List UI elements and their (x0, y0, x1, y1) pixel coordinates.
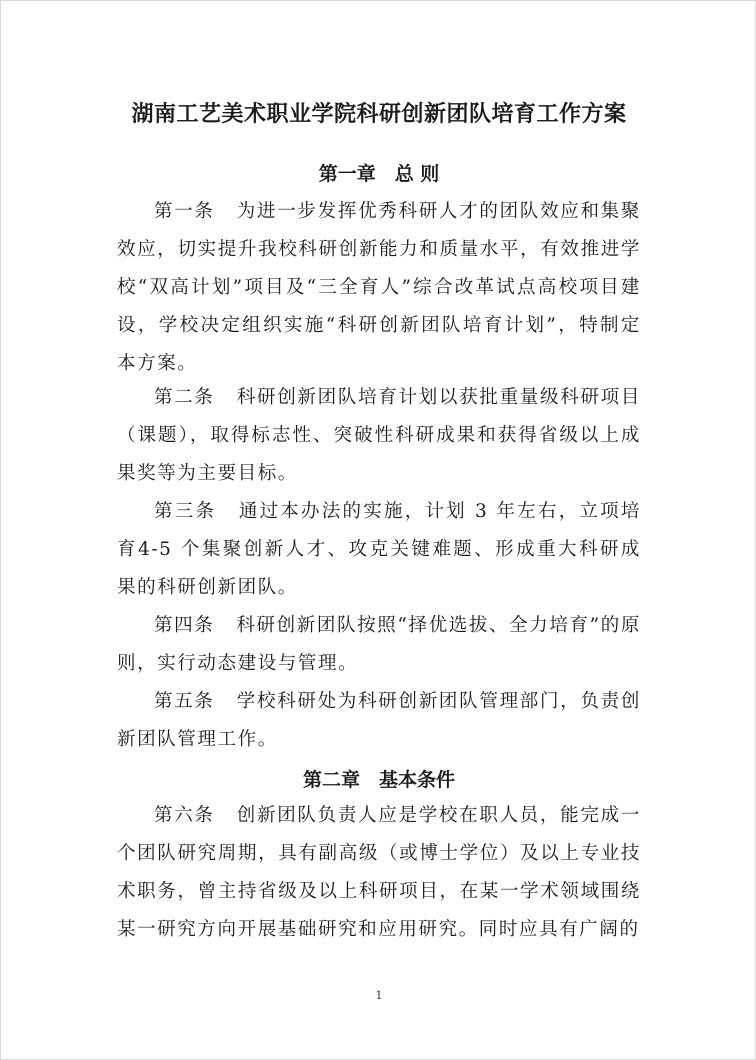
article-4 (117, 607, 641, 683)
article-label: 第一条 (154, 201, 215, 222)
article-text: 科研创新团队按照“择优选拔、全力培育”的原则，实行动态建设与管理。 (117, 615, 641, 674)
article-5 (117, 683, 641, 759)
article-label: 第五条 (154, 691, 215, 712)
chapter-heading-2: 第二章 基本条件 (302, 769, 455, 791)
article-text: 学校科研处为科研创新团队管理部门，负责创新团队管理工作。 (117, 691, 641, 750)
article-6 (117, 797, 641, 949)
article-label: 第二条 (154, 387, 215, 408)
article-label: 第三条 (154, 501, 217, 522)
article-text: 科研创新团队培育计划以获批重量级科研项目（课题），取得标志性、突破性科研成果和获得省级以上成果奖等为主要目标。 (117, 387, 641, 484)
article-3 (117, 493, 641, 607)
article-1 (117, 193, 641, 383)
article-text: 通过本办法的实施，计划 3 年左右，立项培育4-5 个集聚创新人才、攻克关键难题、形成重大科研成果的科研创新团队。 (117, 501, 641, 598)
chapter-heading-1: 第一章 总 则 (318, 163, 440, 185)
article-label: 第六条 (154, 805, 215, 826)
document-title: 湖南工艺美术职业学院科研创新团队培育工作方案 (131, 101, 627, 127)
article-label: 第四条 (154, 615, 215, 636)
article-text: 创新团队负责人应是学校在职人员，能完成一个团队研究周期，具有副高级（或博士学位）及以上专业技术职务，曾主持省级及以上科研项目，在某一学术领域围绕某一研究方向开展基础研究和应用研究。同时应具有广阔的 (117, 805, 641, 940)
article-text: 为进一步发挥优秀科研人才的团队效应和集聚效应，切实提升我校科研创新能力和质量水平，有效推进学校“双高计划”项目及“三全育人”综合改革试点高校项目建设，学校决定组织实施“科研创新团队培育计划”，特制定本方案。 (117, 201, 641, 374)
article-2 (117, 379, 641, 493)
page-number: 1 (375, 989, 383, 1002)
